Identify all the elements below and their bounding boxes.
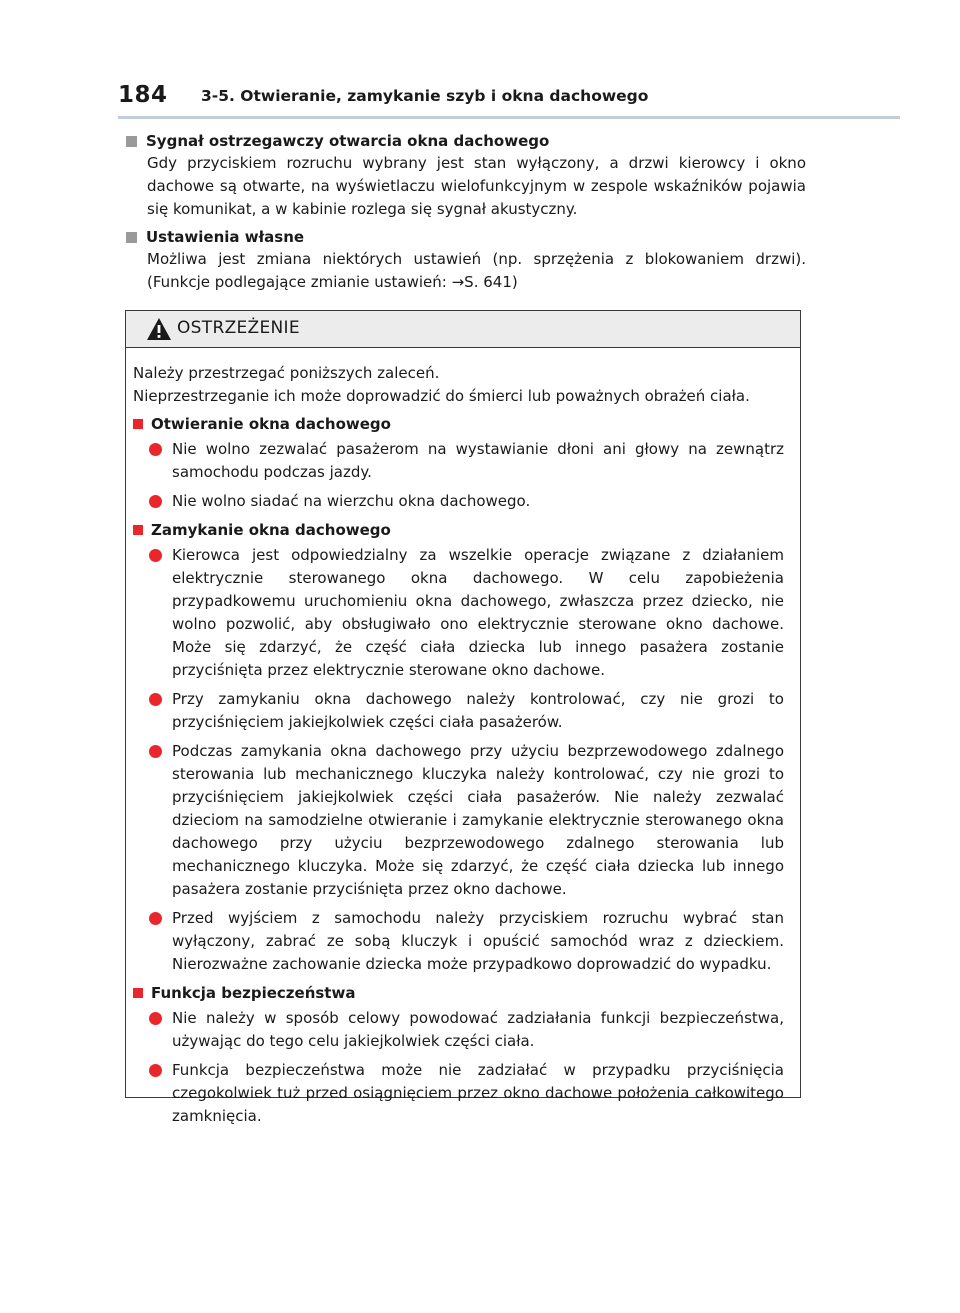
section-body: Gdy przyciskiem rozruchu wybrany jest stan wyłączony, a drzwi kierowcy i okno dachowe są otwarte, na wyświetlaczu wielofunkcyjnym w zespole wskaźników pojawia się komunikat, a w kabinie rozlega się sygnał akustyczny. [147, 154, 806, 218]
red-dot-bullet-icon [149, 495, 162, 508]
red-dot-bullet-icon [149, 1064, 162, 1077]
red-square-bullet-icon [133, 419, 143, 429]
warning-group-title: Funkcja bezpieczeństwa [133, 982, 784, 1005]
square-bullet-icon [126, 136, 137, 147]
warning-title: OSTRZEŻENIE [177, 318, 300, 338]
red-dot-bullet-icon [149, 549, 162, 562]
page-header [118, 82, 900, 116]
warning-box [125, 310, 801, 1125]
warning-group-title: Otwieranie okna dachowego [133, 413, 784, 436]
warning-intro: Należy przestrzegać poniższych zaleceń. Nieprzestrzeganie ich może doprowadzić do śmierci lub poważnych obrażeń ciała. [133, 364, 750, 405]
warning-item: Przed wyjściem z samochodu należy przyciskiem rozruchu wybrać stan wyłączony, zabrać ze sobą kluczyk i opuścić samochód wraz z dzieckiem. Nierozważne zachowanie dziecka może przypadkowo doprowadzić do wypadku. [133, 907, 784, 976]
red-square-bullet-icon [133, 988, 143, 998]
section-sunroof-alarm [126, 130, 806, 221]
red-dot-bullet-icon [149, 693, 162, 706]
warning-triangle-icon [146, 317, 172, 341]
warning-item: Funkcja bezpieczeństwa może nie zadziałać w przypadku przyciśnięcia czegokolwiek tuż przed osiągnięciem przez okno dachowe położenia całkowitego zamknięcia. [133, 1059, 784, 1128]
section-title: Ustawienia własne [126, 226, 806, 248]
red-dot-bullet-icon [149, 912, 162, 925]
warning-item: Przy zamykaniu okna dachowego należy kontrolować, czy nie grozi to przyciśnięciem jakiejkolwiek części ciała pasażerów. [133, 688, 784, 734]
red-square-bullet-icon [133, 525, 143, 535]
warning-body [126, 348, 800, 1128]
warning-item: Nie wolno siadać na wierzchu okna dachowego. [133, 490, 784, 513]
square-bullet-icon [126, 232, 137, 243]
warning-item: Nie należy w sposób celowy powodować zadziałania funkcji bezpieczeństwa, używając do tego celu jakiejkolwiek części ciała. [133, 1007, 784, 1053]
warning-group-title: Zamykanie okna dachowego [133, 519, 784, 542]
section-custom-settings [126, 226, 806, 294]
chapter-title: 3-5. Otwieranie, zamykanie szyb i okna dachowego [201, 87, 649, 105]
warning-item: Kierowca jest odpowiedzialny za wszelkie operacje związane z działaniem elektrycznie sterowanego okna dachowego. W celu zapobieżenia przypadkowemu uruchomieniu okna dachowego, zwłaszcza przez dziecko, nie wolno pozwolić, aby obsługiwało ono elektrycznie sterowane okno dachowe. Może się zdarzyć, że część ciała dziecka lub innego pasażera zostanie przyciśnięta przez elektrycznie sterowane okno dachowe. [133, 544, 784, 682]
warning-item: Nie wolno zezwalać pasażerom na wystawianie dłoni ani głowy na zewnątrz samochodu podczas jazdy. [133, 438, 784, 484]
page-number: 184 [118, 82, 168, 108]
warning-header [126, 311, 800, 348]
red-dot-bullet-icon [149, 745, 162, 758]
red-dot-bullet-icon [149, 443, 162, 456]
section-body: Możliwa jest zmiana niektórych ustawień (np. sprzężenia z blokowaniem drzwi). (Funkcje podlegające zmianie ustawień: →S. 641) [147, 250, 806, 291]
warning-item: Podczas zamykania okna dachowego przy użyciu bezprzewodowego zdalnego sterowania lub mechanicznego kluczyka należy kontrolować, czy nie grozi to przyciśnięciem jakiejkolwiek części ciała pasażerów. Nie należy zezwalać dzieciom na samodzielne otwieranie i zamykanie elektrycznie sterowanego okna dachowego przy użyciu bezprzewodowego zdalnego sterowania lub mechanicznego kluczyka. Może się zdarzyć, że część ciała dziecka lub innego pasażera zostanie przyciśnięta przez okno dachowe. [133, 740, 784, 901]
header-divider [118, 116, 900, 119]
red-dot-bullet-icon [149, 1012, 162, 1025]
section-title: Sygnał ostrzegawczy otwarcia okna dachowego [126, 130, 806, 152]
